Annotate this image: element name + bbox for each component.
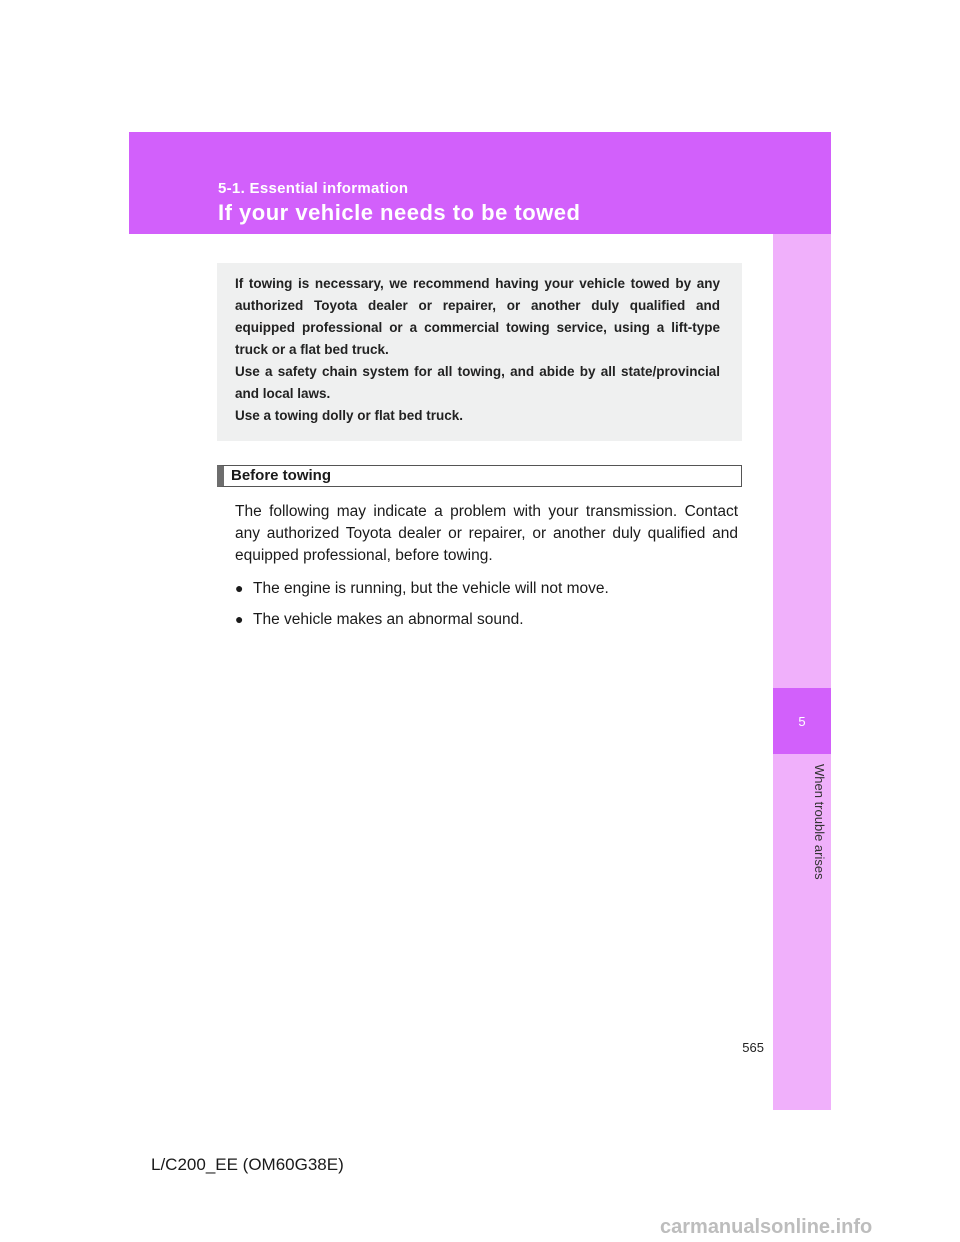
chapter-side-tab [773,234,831,1110]
page-title: If your vehicle needs to be towed [218,200,581,225]
chapter-title: When trouble arises [812,764,827,880]
page-number: 565 [742,1040,764,1055]
before-towing-heading: Before towing [217,465,742,487]
chapter-number: 5 [798,713,806,729]
bullet-text: The engine is running, but the vehicle will not move. [253,580,609,597]
intro-paragraph: Use a towing dolly or flat bed truck. [235,408,464,423]
document-code: L/C200_EE (OM60G38E) [151,1155,344,1174]
bullet-text: The vehicle makes an abnormal sound. [253,611,524,628]
before-towing-paragraph: The following may indicate a problem with your transmission. Contact any authorized Toyota dealer or repairer, or another duly qualified and equipped professional, before towing. [235,503,738,564]
bullet-dot-icon: ● [235,580,244,596]
watermark: carmanualsonline.info [660,1216,873,1238]
intro-box [217,263,742,441]
header-band [129,132,831,234]
bullet-dot-icon: ● [235,611,244,627]
chapter-number-badge [773,688,831,754]
bullet-item [235,608,524,631]
intro-paragraph: Use a safety chain system for all towing, and abide by all state/provincial and local laws. [235,364,720,401]
bullet-item [235,577,609,600]
section-label: 5-1. Essential information [218,180,409,197]
intro-paragraph: If towing is necessary, we recommend having your vehicle towed by any authorized Toyota dealer or repairer, or another duly qualified and equipped professional or a commercial towing service, using a lift-type truck or a flat bed truck. [235,276,720,357]
